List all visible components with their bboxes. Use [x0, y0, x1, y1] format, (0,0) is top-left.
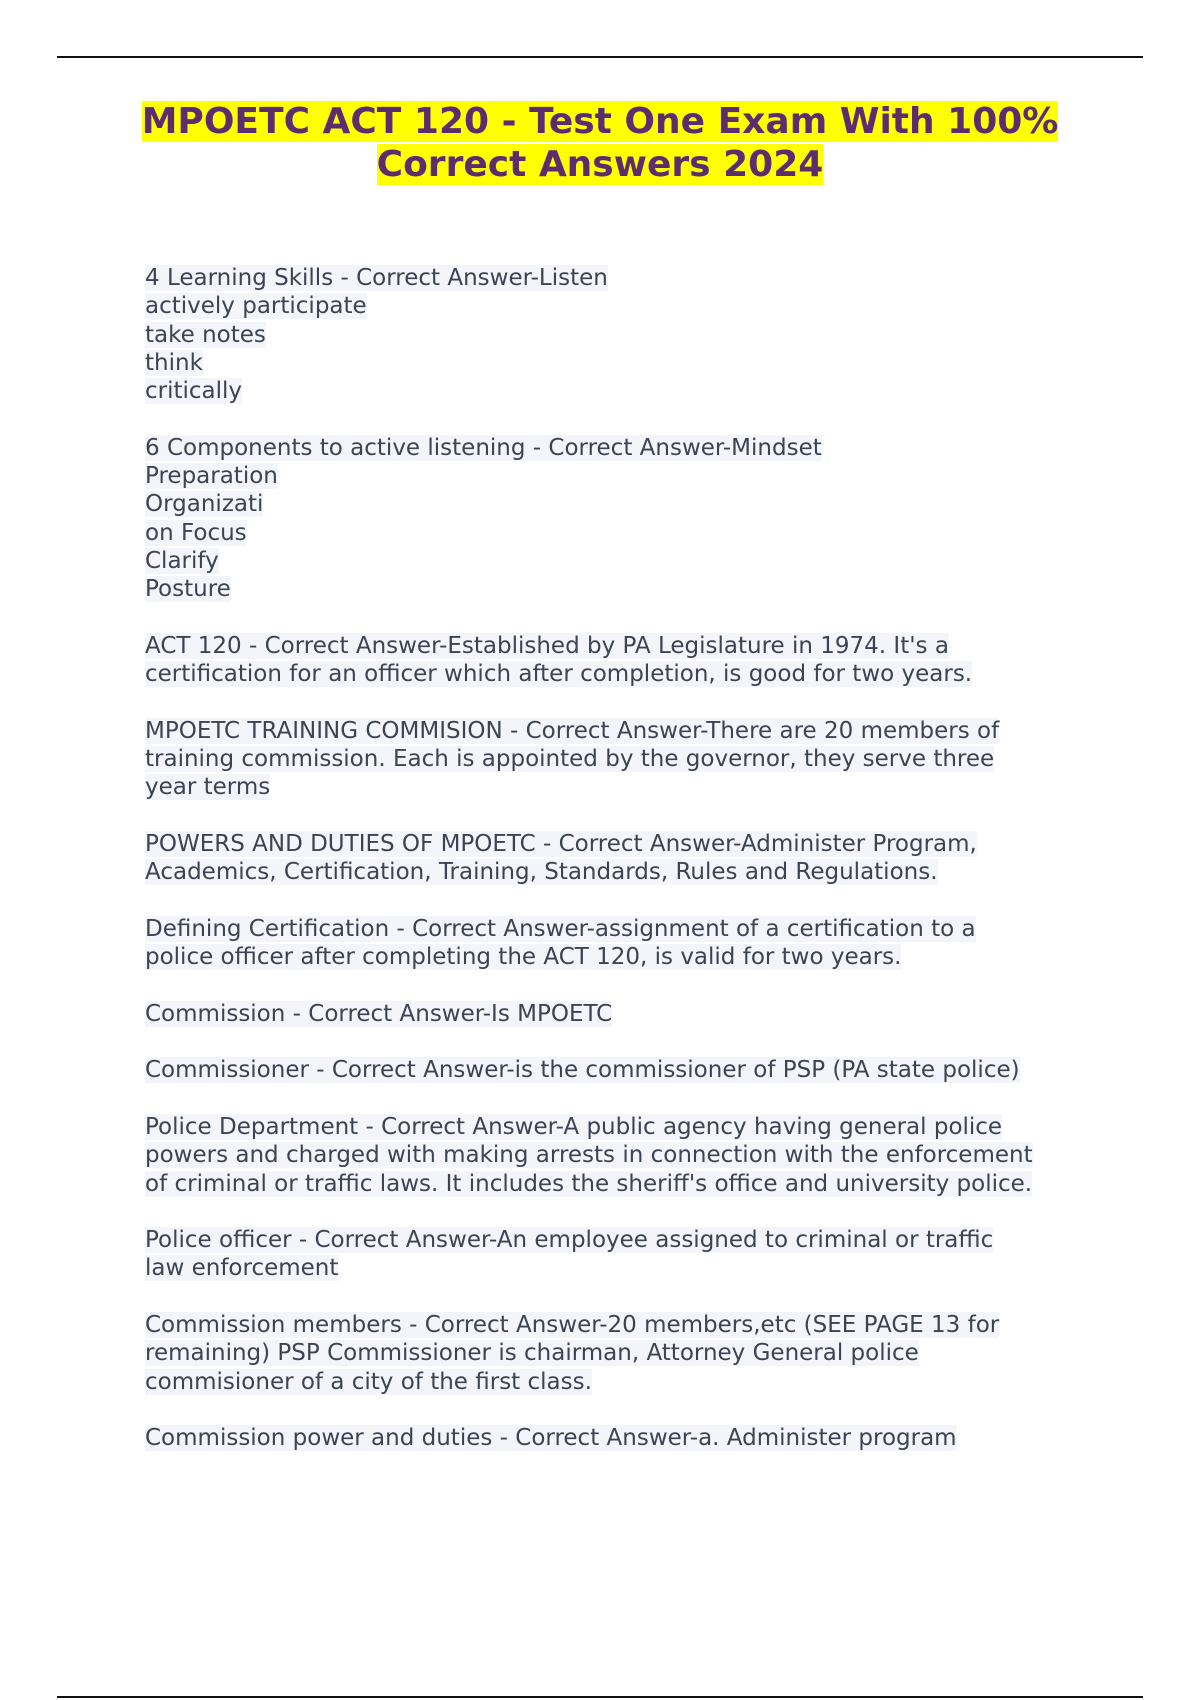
qa-line	[145, 1056, 1105, 1084]
qa-entry	[145, 1056, 1105, 1084]
qa-line	[145, 1226, 1105, 1254]
qa-line-text: Commission members - Correct Answer-20 members,etc (SEE PAGE 13 for	[145, 1311, 1000, 1338]
qa-line	[145, 1141, 1105, 1169]
qa-line-text: 4 Learning Skills - Correct Answer-Listen	[145, 265, 608, 291]
qa-line-text: police officer after completing the ACT 120, is valid for two years.	[145, 944, 902, 971]
qa-line	[145, 858, 1105, 886]
qa-line-text: of criminal or traffic laws. It includes the sheriff's office and university police.	[145, 1170, 1033, 1197]
qa-line	[145, 943, 1105, 971]
qa-line-text: MPOETC TRAINING COMMISION - Correct Answer-There are 20 members of	[145, 717, 1000, 744]
qa-line	[145, 830, 1105, 858]
qa-line	[145, 321, 1105, 349]
qa-line	[145, 264, 1105, 292]
qa-entry	[145, 632, 1105, 689]
qa-line	[145, 349, 1105, 377]
qa-line	[145, 773, 1105, 801]
qa-line-text: remaining) PSP Commissioner is chairman, Attorney General police	[145, 1340, 919, 1367]
qa-line	[145, 377, 1105, 405]
qa-line-text: year terms	[145, 774, 271, 801]
qa-entry	[145, 264, 1105, 405]
qa-line	[145, 1424, 1105, 1452]
qa-line-text: Commission power and duties - Correct Answer-a. Administer program	[145, 1425, 957, 1452]
title-line-2: Correct Answers 2024	[376, 144, 824, 185]
qa-line-text: law enforcement	[145, 1255, 339, 1282]
qa-line-text: 6 Components to active listening - Correct Answer-Mindset	[145, 434, 822, 461]
qa-entry	[145, 1113, 1105, 1198]
qa-line	[145, 490, 1105, 518]
qa-line-text: Academics, Certification, Training, Standards, Rules and Regulations.	[145, 859, 938, 886]
qa-line	[145, 915, 1105, 943]
qa-line-text: Clarify	[145, 547, 219, 574]
qa-line	[145, 519, 1105, 547]
qa-line	[145, 745, 1105, 773]
qa-line	[145, 1339, 1105, 1367]
qa-line	[145, 1311, 1105, 1339]
qa-line	[145, 462, 1105, 490]
qa-line-text: POWERS AND DUTIES OF MPOETC - Correct Answer-Administer Program,	[145, 830, 977, 857]
qa-line-text: Organizati	[145, 491, 264, 518]
qa-line	[145, 660, 1105, 688]
qa-entry	[145, 1000, 1105, 1028]
qa-entry	[145, 830, 1105, 887]
qa-line-text: Posture	[145, 576, 231, 603]
qa-entry	[145, 1424, 1105, 1452]
qa-entry	[145, 717, 1105, 802]
qa-line-text: commisioner of a city of the first class.	[145, 1368, 592, 1395]
qa-line	[145, 632, 1105, 660]
qa-line-text: actively participate	[145, 293, 367, 320]
qa-line-text: certification for an officer which after completion, is good for two years.	[145, 661, 973, 688]
qa-line	[145, 1368, 1105, 1396]
qa-entry	[145, 915, 1105, 972]
qa-line	[145, 1254, 1105, 1282]
qa-line-text: powers and charged with making arrests in connection with the enforcement	[145, 1142, 1033, 1169]
qa-line	[145, 717, 1105, 745]
qa-line	[145, 547, 1105, 575]
qa-line-text: Commission - Correct Answer-Is MPOETC	[145, 1000, 613, 1027]
top-rule	[57, 56, 1143, 58]
qa-line-text: Preparation	[145, 463, 278, 490]
qa-line-text: training commission. Each is appointed by the governor, they serve three	[145, 746, 995, 773]
qa-line	[145, 434, 1105, 462]
bottom-rule	[57, 1696, 1143, 1698]
qa-line	[145, 292, 1105, 320]
qa-line-text: on Focus	[145, 519, 247, 546]
qa-line	[145, 1170, 1105, 1198]
qa-line-text: ACT 120 - Correct Answer-Established by PA Legislature in 1974. It's a	[145, 632, 949, 659]
qa-line	[145, 1000, 1105, 1028]
qa-line	[145, 1113, 1105, 1141]
qa-line-text: Police officer - Correct Answer-An employee assigned to criminal or traffic	[145, 1227, 994, 1254]
qa-line-text: critically	[145, 378, 243, 405]
qa-line-text: Police Department - Correct Answer-A public agency having general police	[145, 1113, 1003, 1140]
qa-line-text: Defining Certification - Correct Answer-assignment of a certification to a	[145, 915, 976, 942]
qa-entry	[145, 434, 1105, 604]
qa-entry	[145, 1226, 1105, 1283]
qa-list	[145, 264, 1105, 1481]
qa-line-text: take notes	[145, 321, 266, 348]
qa-line	[145, 575, 1105, 603]
qa-line-text: Commissioner - Correct Answer-is the commissioner of PSP (PA state police)	[145, 1057, 1020, 1084]
qa-line-text: think	[145, 349, 203, 376]
qa-entry	[145, 1311, 1105, 1396]
title-line-1: MPOETC ACT 120 - Test One Exam With 100%	[141, 101, 1059, 142]
document-title	[100, 100, 1100, 186]
